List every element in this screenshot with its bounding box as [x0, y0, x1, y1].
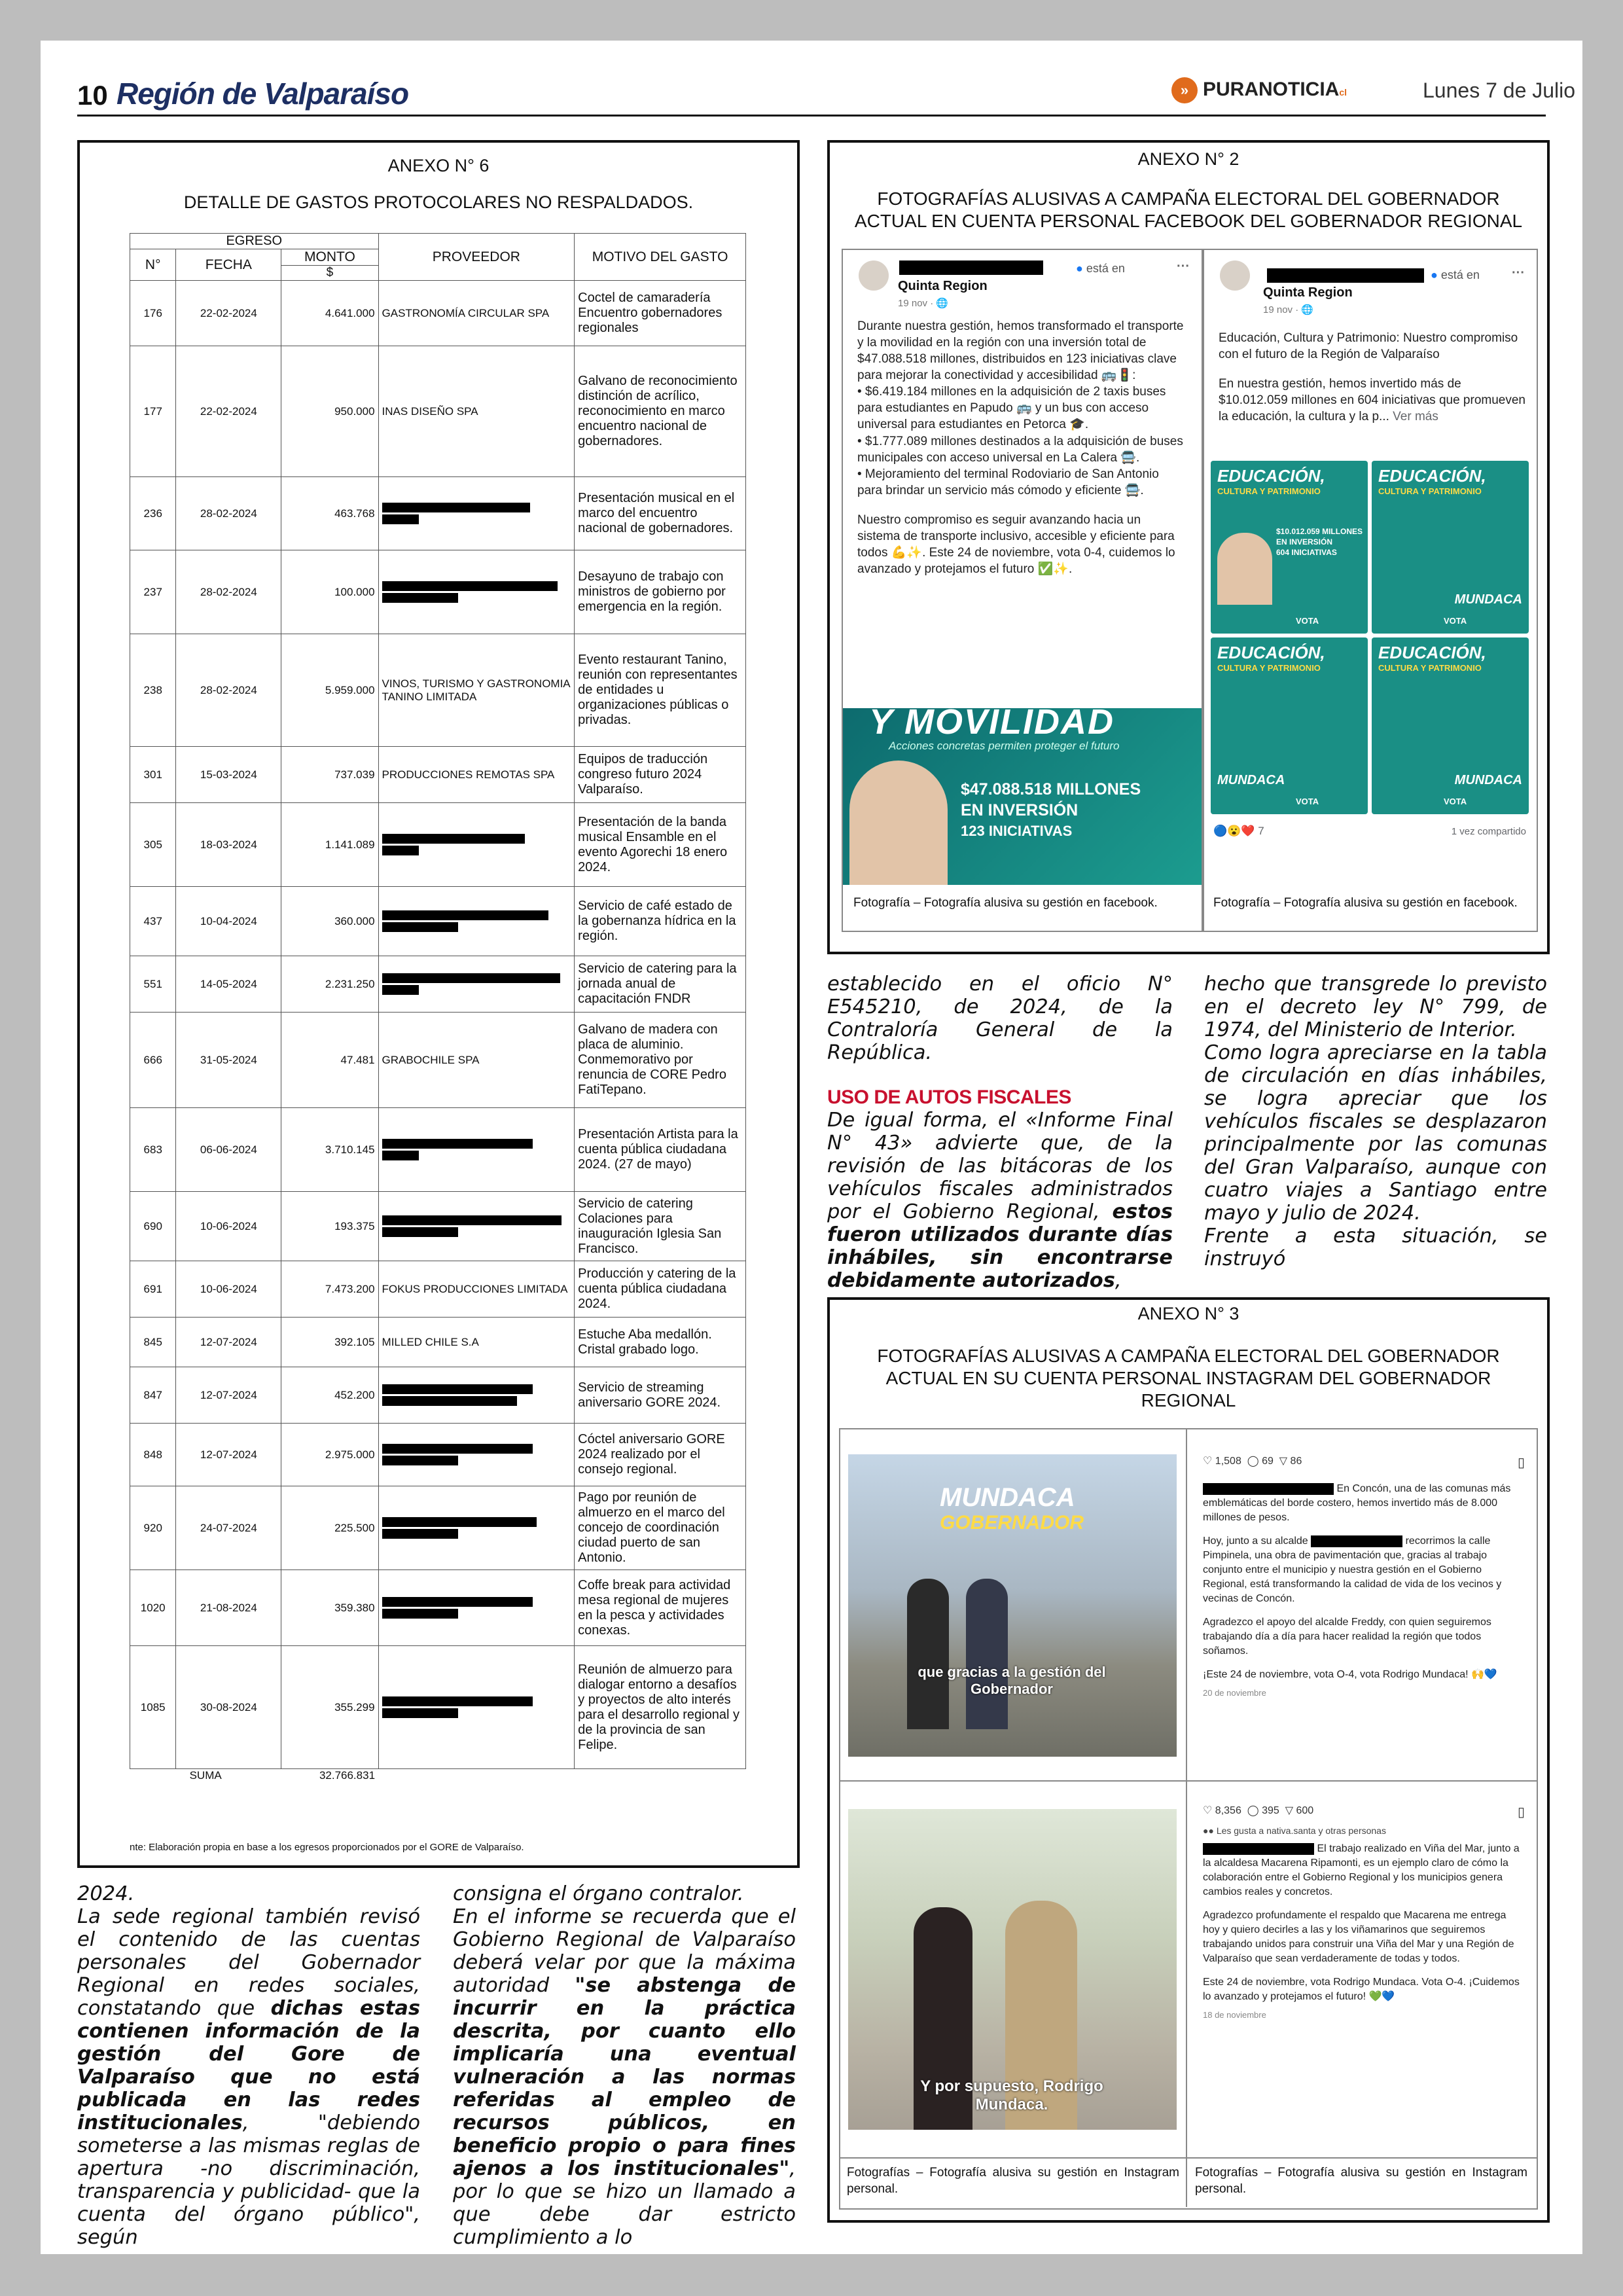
shares-count: 1 vez compartido	[1451, 826, 1526, 837]
redacted-name	[1267, 268, 1424, 283]
governor-photo	[849, 761, 948, 885]
table-row	[130, 1318, 746, 1367]
redacted-username	[1203, 1483, 1334, 1495]
table-row	[130, 281, 746, 346]
post-date: 18 de noviembre	[1203, 2010, 1266, 2020]
tile-investment: EN INVERSIÓN	[1276, 537, 1333, 547]
redacted-bar	[382, 1696, 533, 1706]
globe-icon: 🌐	[936, 298, 949, 309]
redacted-bar	[382, 1597, 533, 1607]
suma-label: SUMA	[189, 1769, 222, 1782]
share-icon[interactable]: ▽	[1279, 1456, 1288, 1467]
tile-subtitle: CULTURA Y PATRIMONIO	[1378, 663, 1482, 673]
tile-count: 604 INICIATIVAS	[1276, 548, 1337, 557]
table-row	[130, 346, 746, 477]
heart-icon[interactable]: ♡	[1203, 1805, 1213, 1816]
brand-logo	[1171, 77, 1347, 103]
article-paragraph: 2024.	[77, 1882, 135, 1905]
cell-motivo: Servicio de catering para la jornada anual de capacitación FNDR	[575, 956, 746, 1013]
annex2-title: ANEXO N° 2	[1137, 149, 1240, 169]
transport-banner-image	[843, 702, 1202, 885]
comments-count: 395	[1262, 1805, 1279, 1816]
redacted-bar	[382, 1396, 517, 1406]
cell-proveedor	[378, 1570, 575, 1646]
article-column-4	[1204, 973, 1547, 1270]
cell-proveedor	[378, 1646, 575, 1769]
table-row	[130, 1261, 746, 1318]
cell-numero: 1020	[130, 1570, 176, 1646]
cell-monto: 2.231.250	[281, 956, 378, 1013]
cell-monto: 2.975.000	[281, 1424, 378, 1486]
cell-motivo: Desayuno de trabajo con ministros de gobierno por emergencia en la región.	[575, 550, 746, 634]
post-paragraph: Hoy, junto a su alcalde	[1203, 1535, 1308, 1547]
post-paragraph: ¡Este 24 de noviembre, vota O-4, vota Rodrigo Mundaca! 🙌💙	[1203, 1669, 1497, 1680]
cell-monto: 737.039	[281, 747, 378, 803]
fb-caption-right: Fotografía – Fotografía alusiva su gestión en facebook.	[1213, 896, 1518, 910]
cell-motivo: Presentación Artista para la cuenta pública ciudadana 2024. (27 de mayo)	[575, 1108, 746, 1192]
cell-motivo: Presentación de la banda musical Ensamble en el evento Agorechi 18 enero 2024.	[575, 803, 746, 887]
post-paragraph: Agradezco el apoyo del alcalde Freddy, con quien seguiremos trabajando día a día para hacer realidad la región que todos soñamos.	[1203, 1617, 1491, 1657]
cell-fecha: 12-07-2024	[176, 1318, 281, 1367]
cell-motivo: Coctel de camaradería Encuentro gobernadores regionales	[575, 281, 746, 346]
cell-proveedor	[378, 1192, 575, 1261]
bookmark-icon[interactable]: ▯	[1517, 1805, 1525, 1820]
cell-proveedor	[378, 956, 575, 1013]
redacted-bar	[382, 1215, 562, 1225]
avatar	[859, 260, 889, 291]
cell-numero: 845	[130, 1318, 176, 1367]
redacted-bar	[382, 834, 525, 844]
post-paragraph: Nuestro compromiso es seguir avanzando hacia un sistema de transporte inclusivo, accesible y eficiente para todos 💪✨. Este 24 de noviembre, vota 0-4, cuidemos lo avanzado y protejamos el futuro ✅✨.	[857, 512, 1175, 577]
section-title: Región de Valparaíso	[116, 77, 409, 111]
annex3-subtitle-2: ACTUAL EN SU CUENTA PERSONAL INSTAGRAM DEL GOBERNADOR	[885, 1368, 1491, 1388]
redacted-name	[899, 260, 1043, 275]
cell-fecha: 12-07-2024	[176, 1367, 281, 1424]
cell-proveedor: GRABOCHILE SPA	[378, 1013, 575, 1108]
cell-motivo: Pago por reunión de almuerzo en el marco del concejo de coordinación ciudad puerto de san Antonio.	[575, 1486, 746, 1570]
cell-motivo: Cóctel aniversario GORE 2024 realizado por el consejo regional.	[575, 1424, 746, 1486]
cell-fecha: 10-06-2024	[176, 1261, 281, 1318]
brand-mark-icon: »	[1171, 77, 1198, 103]
cell-monto: 360.000	[281, 887, 378, 956]
redacted-username	[1203, 1843, 1314, 1855]
bookmark-icon[interactable]: ▯	[1517, 1456, 1525, 1470]
table-row	[130, 887, 746, 956]
cell-fecha: 06-06-2024	[176, 1108, 281, 1192]
annex2-subtitle-1: FOTOGRAFÍAS ALUSIVAS A CAMPAÑA ELECTORAL DEL GOBERNADOR	[877, 188, 1500, 209]
esta-en-label: está en	[1086, 262, 1125, 275]
redacted-bar	[382, 1227, 458, 1237]
cell-proveedor	[378, 1424, 575, 1486]
cell-fecha: 31-05-2024	[176, 1013, 281, 1108]
annex6-subtitle: DETALLE DE GASTOS PROTOCOLARES NO RESPALDADOS.	[183, 192, 694, 212]
brand-name: PURANOTICIA	[1203, 78, 1340, 100]
redacted-bar	[382, 593, 458, 603]
cell-proveedor: FOKUS PRODUCCIONES LIMITADA	[378, 1261, 575, 1318]
shares-count: 86	[1290, 1456, 1302, 1467]
article-column-1	[77, 1882, 420, 2249]
cell-motivo: Servicio de streaming aniversario GORE 2024.	[575, 1367, 746, 1424]
cell-fecha: 24-07-2024	[176, 1486, 281, 1570]
vote-badge: VOTA	[1296, 797, 1319, 806]
cell-motivo: Evento restaurant Tanino, reunión con representantes de entidades u organizaciones públicas o privadas.	[575, 634, 746, 747]
table-row	[130, 956, 746, 1013]
redacted-bar	[382, 922, 458, 932]
redacted-bar	[382, 1529, 458, 1539]
share-icon[interactable]: ▽	[1285, 1805, 1293, 1816]
table-footnote: nte: Elaboración propia en base a los egresos proporcionados por el GORE de Valparaíso.	[130, 1842, 524, 1853]
table-row	[130, 1646, 746, 1769]
article-paragraph: , "debiendo someterse a las mismas reglas de apertura -no discriminación, transparencia y publicidad- que la cuenta del órgano público", según	[77, 2111, 420, 2249]
cell-fecha: 12-07-2024	[176, 1424, 281, 1486]
cell-proveedor	[378, 1367, 575, 1424]
cell-motivo: Galvano de madera con placa de aluminio. Conmemorativo por renuncia de CORE Pedro FatiTepano.	[575, 1013, 746, 1108]
instagram-photo-1	[848, 1454, 1177, 1757]
cell-proveedor: PRODUCCIONES REMOTAS SPA	[378, 747, 575, 803]
cell-numero: 847	[130, 1367, 176, 1424]
page-name: Quinta Region	[898, 279, 988, 293]
annex6-panel	[77, 140, 800, 1868]
redacted-bar	[382, 973, 560, 983]
heart-icon[interactable]: ♡	[1203, 1456, 1213, 1467]
facebook-post-left	[842, 249, 1203, 932]
redacted-bar	[382, 1456, 458, 1465]
instagram-post-1	[1203, 1454, 1525, 1698]
col-numero: N°	[130, 249, 176, 281]
table-row	[130, 1570, 746, 1646]
annex2-panel	[827, 140, 1550, 954]
redacted-bar	[382, 1517, 537, 1527]
liker-avatars-icon: ●●	[1203, 1825, 1214, 1836]
post-paragraph: • Mejoramiento del terminal Rodoviario de San Antonio para brindar un servicio más cómodo y eficiente 🚍.	[857, 467, 1159, 497]
article-paragraph: ,	[1115, 1269, 1122, 1292]
tile-title: EDUCACIÓN,	[1378, 643, 1486, 662]
col-proveedor: PROVEEDOR	[378, 234, 575, 281]
redacted-bar	[382, 1384, 533, 1394]
cell-numero: 238	[130, 634, 176, 747]
cell-numero: 305	[130, 803, 176, 887]
cell-motivo: Servicio de catering Colaciones para inauguración Iglesia San Francisco.	[575, 1192, 746, 1261]
annex3-panel	[827, 1297, 1550, 2223]
table-row	[130, 1108, 746, 1192]
more-options-icon[interactable]: ···	[1177, 259, 1190, 274]
cell-monto: 950.000	[281, 346, 378, 477]
cell-motivo: Servicio de café estado de la gobernanza hídrica en la región.	[575, 887, 746, 956]
cell-monto: 47.481	[281, 1013, 378, 1108]
video-subtitle: que gracias a la gestión del Gobernador	[918, 1664, 1106, 1697]
table-row	[130, 550, 746, 634]
liked-by: Les gusta a nativa.santa y otras personas	[1216, 1825, 1386, 1836]
col-fecha: FECHA	[176, 249, 281, 281]
page-header	[41, 41, 1582, 126]
article-paragraph: consigna el órgano contralor.	[453, 1882, 744, 1905]
banner-title: Y MOVILIDAD	[869, 702, 1115, 742]
cell-monto: 1.141.089	[281, 803, 378, 887]
person-figure	[966, 1579, 1008, 1729]
post-date: 20 de noviembre	[1203, 1688, 1266, 1698]
cell-fecha: 14-05-2024	[176, 956, 281, 1013]
cell-numero: 236	[130, 477, 176, 550]
col-monto-unit: $	[281, 266, 378, 281]
verified-icon: ●	[1431, 268, 1438, 281]
tile-subtitle: CULTURA Y PATRIMONIO	[1378, 486, 1482, 496]
page-name: Quinta Region	[1263, 285, 1353, 300]
suma-value: 32.766.831	[319, 1769, 376, 1782]
post-paragraph: • $6.419.184 millones en la adquisición de 2 taxis buses para estudiantes en Papudo 🚌 y un bus con acceso universal para estudiantes en Petorca 🎓.	[857, 385, 1166, 432]
cell-numero: 1085	[130, 1646, 176, 1769]
cell-fecha: 28-02-2024	[176, 477, 281, 550]
cell-numero: 683	[130, 1108, 176, 1192]
redacted-bar	[382, 1151, 419, 1160]
cell-numero: 176	[130, 281, 176, 346]
redacted-bar	[382, 581, 558, 591]
cell-motivo: Estuche Aba medallón. Cristal grabado logo.	[575, 1318, 746, 1367]
governor-photo	[1217, 533, 1272, 605]
avatar	[1220, 260, 1250, 291]
comments-count: 69	[1262, 1456, 1274, 1467]
post-date: 19 nov ·	[898, 298, 936, 309]
tile-brand: MUNDACA	[1454, 592, 1522, 607]
cell-fecha: 10-06-2024	[176, 1192, 281, 1261]
cell-proveedor	[378, 803, 575, 887]
article-paragraph: La sede regional también revisó el contenido de las cuentas personales del Gobernador Regional en redes sociales, constatando que	[77, 1905, 420, 2020]
education-tile-4	[1372, 637, 1529, 814]
egreso-header: EGRESO	[130, 234, 379, 249]
tile-brand: MUNDACA	[1217, 773, 1285, 787]
esta-en-label: está en	[1440, 268, 1480, 281]
cell-fecha: 28-02-2024	[176, 634, 281, 747]
ig-caption-right: Fotografías – Fotografía alusiva su gestión en Instagram personal.	[1195, 2166, 1527, 2196]
article-column-2	[453, 1882, 796, 2249]
shares-count: 600	[1296, 1805, 1314, 1816]
article-paragraph: Como logra apreciarse en la tabla de circulación en días inhábiles, se logra apreciar que los vehículos fiscales se desplazaron principalmente por las comunas del Gran Valparaíso, aunque con cuatro viajes a Santiago entre mayo y julio de 2024.	[1204, 1041, 1547, 1225]
post-paragraph: • $1.777.089 millones destinados a la adquisición de buses municipales con acceso universal en La Calera 🚍.	[857, 434, 1183, 465]
article-paragraph: De igual forma, el «Informe Final N° 43» advierte que, de la revisión de las bitácoras de los vehículos fiscales administrados por el Gobierno Regional,	[827, 1109, 1173, 1223]
reactions-count: 7	[1258, 825, 1264, 837]
table-row	[130, 1367, 746, 1424]
likes-count: 8,356	[1215, 1805, 1241, 1816]
vote-badge: VOTA	[1444, 797, 1467, 806]
cell-motivo: Presentación musical en el marco del encuentro nacional de gobernadores.	[575, 477, 746, 550]
issue-date: Lunes 7 de Julio	[1423, 79, 1576, 102]
article-paragraph: Frente a esta situación, se instruyó	[1204, 1225, 1547, 1270]
cell-numero: 177	[130, 346, 176, 477]
redacted-bar	[382, 1444, 533, 1454]
cell-numero: 237	[130, 550, 176, 634]
table-row	[130, 747, 746, 803]
mundaca-logo: MUNDACA	[940, 1483, 1075, 1512]
cell-monto: 5.959.000	[281, 634, 378, 747]
redacted-username	[1311, 1535, 1402, 1547]
banner-investment: EN INVERSIÓN	[961, 801, 1079, 819]
article-bold: estos fueron utilizados durante días inhábiles, sin encontrarse debidamente autorizados	[827, 1200, 1173, 1292]
cell-proveedor: VINOS, TURISMO Y GASTRONOMIA TANINO LIMITADA	[378, 634, 575, 747]
comment-icon[interactable]: ◯	[1247, 1456, 1259, 1467]
table-row	[130, 1486, 746, 1570]
cell-numero: 437	[130, 887, 176, 956]
post-date: 19 nov ·	[1263, 304, 1302, 315]
cell-motivo: Galvano de reconocimiento distinción de acrílico, reconocimiento en marco encuentro nacional de gobernadores.	[575, 346, 746, 477]
cell-fecha: 30-08-2024	[176, 1646, 281, 1769]
redacted-bar	[382, 1139, 533, 1149]
more-options-icon[interactable]: ···	[1512, 266, 1525, 280]
person-figure	[907, 1579, 949, 1729]
table-row	[130, 803, 746, 887]
vote-badge: VOTA	[1444, 616, 1467, 626]
comment-icon[interactable]: ◯	[1247, 1805, 1259, 1816]
redacted-bar	[382, 1708, 458, 1718]
post-paragraph: En Concón, una de las comunas más emblemáticas del borde costero, hemos invertido más de 8.000 millones de pesos.	[1203, 1483, 1511, 1523]
cell-proveedor	[378, 1108, 575, 1192]
cell-numero: 551	[130, 956, 176, 1013]
subheading-autos-fiscales: USO DE AUTOS FISCALES	[827, 1086, 1071, 1108]
post-paragraph: Este 24 de noviembre, vota Rodrigo Mundaca. Vota O-4. ¡Cuidemos lo avanzado y protejamos el futuro! 💚💙	[1203, 1977, 1520, 2003]
article-column-3	[827, 973, 1173, 1292]
cell-fecha: 28-02-2024	[176, 550, 281, 634]
redacted-bar	[382, 846, 419, 855]
instagram-post-2	[1203, 1804, 1525, 2021]
table-row	[130, 1013, 746, 1108]
cell-monto: 359.380	[281, 1570, 378, 1646]
education-tile-3	[1211, 637, 1368, 814]
cell-proveedor: GASTRONOMÍA CIRCULAR SPA	[378, 281, 575, 346]
cell-monto: 100.000	[281, 550, 378, 634]
cell-motivo: Reunión de almuerzo para dialogar entorno a desafíos y proyectos de alto interés para el desarrollo regional y de la provincia de san Felipe.	[575, 1646, 746, 1769]
cell-numero: 920	[130, 1486, 176, 1570]
cell-fecha: 15-03-2024	[176, 747, 281, 803]
education-tile-1	[1211, 461, 1368, 634]
tile-amount: $10.012.059 MILLONES	[1276, 527, 1363, 536]
cell-monto: 355.299	[281, 1646, 378, 1769]
banner-amount: $47.088.518 MILLONES	[961, 780, 1141, 798]
annex3-subtitle-3: REGIONAL	[1141, 1390, 1236, 1410]
facebook-post-right	[1203, 249, 1538, 932]
page-number: 10	[77, 80, 108, 111]
redacted-bar	[382, 985, 419, 995]
cell-proveedor	[378, 1486, 575, 1570]
table-row	[130, 634, 746, 747]
article-paragraph: , por lo que se hizo un llamado a que debe dar estricto cumplimiento a lo	[453, 2157, 796, 2249]
cell-motivo: Equipos de traducción congreso futuro 2024 Valparaíso.	[575, 747, 746, 803]
ig-caption-left: Fotografías – Fotografía alusiva su gestión en Instagram personal.	[847, 2166, 1179, 2196]
cell-proveedor	[378, 477, 575, 550]
cell-motivo: Coffe break para actividad mesa regional de mujeres en la pesca y actividades conexas.	[575, 1570, 746, 1646]
cell-proveedor	[378, 887, 575, 956]
vote-badge: VOTA	[1296, 616, 1319, 626]
likes-count: 1,508	[1215, 1456, 1241, 1467]
post-paragraph: En nuestra gestión, hemos invertido más de $10.012.059 millones en 604 iniciativas que promueven la educación, la cultura y la p...	[1219, 377, 1525, 424]
ver-mas-link[interactable]: Ver más	[1393, 410, 1438, 424]
brand-suffix: cl	[1339, 86, 1347, 98]
cell-numero: 691	[130, 1261, 176, 1318]
tile-title: EDUCACIÓN,	[1217, 643, 1325, 662]
cell-fecha: 18-03-2024	[176, 803, 281, 887]
redacted-bar	[382, 514, 419, 524]
tile-subtitle: CULTURA Y PATRIMONIO	[1217, 663, 1321, 673]
expenses-table	[130, 233, 746, 1782]
instagram-photo-2	[848, 1809, 1177, 2130]
tile-title: EDUCACIÓN,	[1217, 466, 1325, 486]
tile-brand: MUNDACA	[1454, 773, 1522, 787]
cell-numero: 848	[130, 1424, 176, 1486]
table-row	[130, 1192, 746, 1261]
cell-monto: 452.200	[281, 1367, 378, 1424]
redacted-bar	[382, 1609, 458, 1619]
tile-subtitle: CULTURA Y PATRIMONIO	[1217, 486, 1321, 496]
cell-fecha: 22-02-2024	[176, 281, 281, 346]
cell-proveedor: INAS DISEÑO SPA	[378, 346, 575, 477]
video-subtitle: Y por supuesto, Rodrigo Mundaca.	[920, 2077, 1103, 2113]
annex6-title: ANEXO N° 6	[387, 156, 490, 175]
cell-proveedor	[378, 550, 575, 634]
cell-monto: 463.768	[281, 477, 378, 550]
annex3-subtitle-1: FOTOGRAFÍAS ALUSIVAS A CAMPAÑA ELECTORAL DEL GOBERNADOR	[877, 1346, 1500, 1366]
article-paragraph: En el informe se recuerda que el Gobierno Regional de Valparaíso deberá velar por que la máxima autoridad	[453, 1905, 796, 1997]
banner-subtitle: Acciones concretas permiten proteger el futuro	[889, 740, 1120, 752]
gobernador-logo: GOBERNADOR	[940, 1512, 1084, 1534]
header-rule	[77, 115, 1546, 117]
cell-motivo: Producción y catering de la cuenta pública ciudadana 2024.	[575, 1261, 746, 1318]
cell-monto: 4.641.000	[281, 281, 378, 346]
cell-monto: 193.375	[281, 1192, 378, 1261]
post-paragraph: El trabajo realizado en Viña del Mar, junto a la alcaldesa Macarena Ripamonti, es un ejemplo claro de cómo la colaboración entre el Gobierno Regional y los municipios genera cambios reales y concretos.	[1203, 1843, 1520, 1898]
tile-title: EDUCACIÓN,	[1378, 466, 1486, 486]
cell-numero: 690	[130, 1192, 176, 1261]
cell-proveedor: MILLED CHILE S.A	[378, 1318, 575, 1367]
banner-count: 123 INICIATIVAS	[961, 823, 1073, 839]
globe-icon: 🌐	[1301, 304, 1314, 315]
reactions-icon: 🔵😮❤️	[1213, 825, 1255, 837]
article-paragraph: hecho que transgrede lo previsto en el decreto ley N° 799, de 1974, del Ministerio de Interior.	[1204, 973, 1547, 1041]
post-paragraph: recorrimos la calle Pimpinela, una obra de pavimentación que, gracias al trabajo conjunto entre el municipio y nuestra gestión en el Gobierno Regional, está transformando la calidad de vida de los vecinos y vecinas de Concón.	[1203, 1535, 1502, 1604]
redacted-bar	[382, 503, 530, 512]
cell-fecha: 21-08-2024	[176, 1570, 281, 1646]
col-monto: MONTO	[281, 249, 378, 266]
col-motivo: MOTIVO DEL GASTO	[575, 234, 746, 281]
annex2-subtitle-2: ACTUAL EN CUENTA PERSONAL FACEBOOK DEL GOBERNADOR REGIONAL	[854, 211, 1523, 231]
table-row	[130, 1424, 746, 1486]
article-bold: "se abstenga de incurrir en la práctica descrita, por cuanto ello implicaría una eventual vulneración a las normas referidas al empleo de recursos públicos, en beneficio propio o para fines ajenos a los institucionales"	[453, 1974, 796, 2180]
cell-numero: 301	[130, 747, 176, 803]
post-paragraph: Durante nuestra gestión, hemos transformado el transporte y la movilidad en la región con una inversión total de $47.088.518 millones, distribuidos en 123 iniciativas clave para mejorar la conectividad y accesibilidad 🚌🚦:	[857, 319, 1184, 383]
redacted-bar	[382, 910, 548, 920]
cell-monto: 7.473.200	[281, 1261, 378, 1318]
verified-icon: ●	[1076, 262, 1083, 275]
cell-numero: 666	[130, 1013, 176, 1108]
table-row	[130, 477, 746, 550]
cell-fecha: 10-04-2024	[176, 887, 281, 956]
education-tile-2	[1372, 461, 1529, 634]
annex3-title: ANEXO N° 3	[1137, 1304, 1240, 1323]
post-paragraph: Agradezco profundamente el respaldo que Macarena me entrega hoy y quiero decirles a las y los viñamarinos que seguiremos trabajando unidos para construir una Viña del Mar y una Región de Valparaíso que sean verdaderamente de todas y todos.	[1203, 1910, 1514, 1965]
fb-caption-left: Fotografía – Fotografía alusiva su gestión en facebook.	[853, 896, 1158, 910]
cell-monto: 392.105	[281, 1318, 378, 1367]
article-bold: dichas estas contienen información de la gestión del Gore de Valparaíso que no está publicada en las redes institucionales	[77, 1997, 420, 2134]
cell-monto: 3.710.145	[281, 1108, 378, 1192]
post-paragraph: Educación, Cultura y Patrimonio: Nuestro compromiso con el futuro de la Región de Valparaíso	[1219, 331, 1518, 362]
cell-fecha: 22-02-2024	[176, 346, 281, 477]
article-paragraph: establecido en el oficio N° E545210, de 2024, de la Contraloría General de la República.	[827, 973, 1173, 1064]
cell-monto: 225.500	[281, 1486, 378, 1570]
